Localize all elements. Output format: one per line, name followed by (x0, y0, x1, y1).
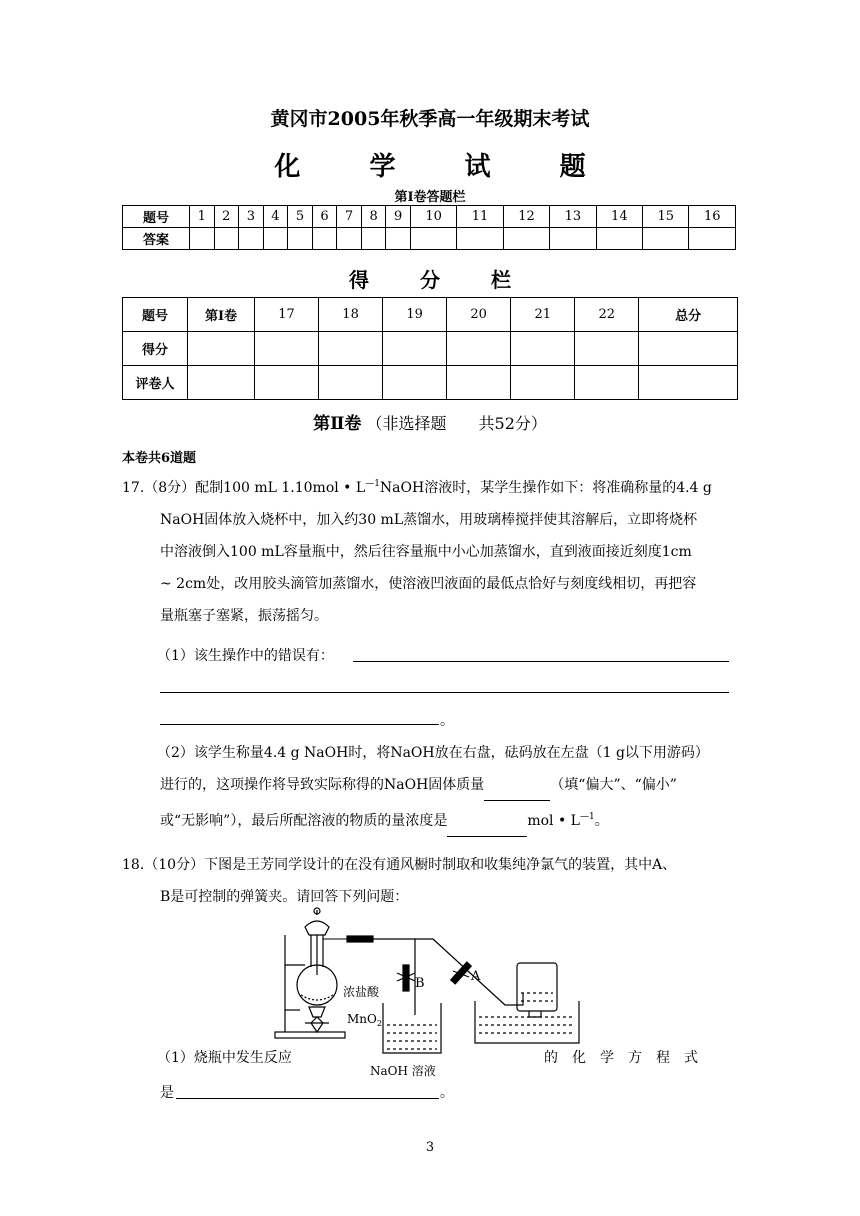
section-note: 本卷共6道题 (122, 451, 197, 466)
table-cell: 6 (312, 206, 337, 228)
separatory-funnel (305, 921, 329, 935)
score-cell[interactable] (511, 332, 575, 366)
table-cell: 8 (361, 206, 386, 228)
table-cell: 3 (239, 206, 264, 228)
table-cell: 1 (190, 206, 215, 228)
answer-cell[interactable] (503, 228, 549, 250)
q17-sub2 (157, 737, 747, 769)
q17-sub1-blank[interactable] (160, 692, 729, 693)
table-cell: 13 (550, 206, 596, 228)
table-cell: 总分 (639, 298, 738, 332)
answer-cell[interactable] (596, 228, 642, 250)
label-conc-hcl: 浓盐酸 (343, 985, 380, 999)
table-cell: 9 (386, 206, 411, 228)
answer-cell[interactable] (337, 228, 362, 250)
answer-cell[interactable] (643, 228, 689, 250)
table-cell: 12 (503, 206, 549, 228)
rubber-tube (347, 936, 373, 942)
score-cell[interactable] (319, 366, 383, 400)
q17-sub1-blank[interactable] (160, 724, 439, 725)
table-cell: 评卷人 (123, 366, 188, 400)
exam-title: 黄冈市2005年秋季高一年级期末考试 (270, 108, 590, 130)
section-2-heading (0, 409, 860, 434)
q17-text: 17.（8分）配制100 mL 1.10mol • L (122, 480, 366, 496)
answer-table-row2-label: 答案 (123, 228, 190, 250)
q18-stem (122, 849, 742, 913)
label-clamp-b: B (415, 976, 425, 991)
answer-table-answer-row (123, 228, 736, 250)
q17-text: 。 (594, 813, 609, 829)
q18-sub1-blank[interactable] (176, 1098, 439, 1099)
answer-cell[interactable] (263, 228, 288, 250)
table-cell: 21 (511, 298, 575, 332)
score-table-row (123, 366, 738, 400)
naoh-beaker (383, 1003, 441, 1053)
section-2-title: 第Ⅱ卷 (313, 414, 362, 434)
q18-sub1-end: 。 (440, 1085, 454, 1101)
score-cell[interactable] (255, 366, 319, 400)
score-cell[interactable] (447, 366, 511, 400)
table-cell: 11 (457, 206, 503, 228)
answer-cell[interactable] (410, 228, 456, 250)
q17-sub2-line (160, 769, 750, 801)
answer-cell[interactable] (361, 228, 386, 250)
score-table-header-row (123, 298, 738, 332)
table-cell: 18 (319, 298, 383, 332)
q17-line: NaOH固体放入烧杯中，加入约30 mL蒸馏水，用玻璃棒搅拌使其溶解后，立即将烧杯 (160, 512, 698, 528)
page-number: 3 (425, 1140, 435, 1155)
score-cell[interactable] (575, 366, 639, 400)
tube-to-collector (415, 939, 523, 1005)
label-clamp-a: A (471, 969, 481, 984)
q17-line (122, 468, 742, 504)
answer-cell[interactable] (457, 228, 503, 250)
q18-sub1-label-cont: 是 (160, 1085, 174, 1101)
answer-cell[interactable] (386, 228, 411, 250)
q17-line: 中溶液倒入100 mL容量瓶中，然后往容量瓶中小心加蒸馏水，直到液面接近刻度1cm (160, 544, 692, 560)
q17-text: （填“偏大”、“偏小” (550, 777, 677, 793)
table-cell: 2 (214, 206, 239, 228)
q17-sub2-line: （2）该学生称量4.4 g NaOH时，将NaOH放在右盘，砝码放在左盘（1 g以下用游码） (157, 745, 709, 761)
score-cell[interactable] (383, 332, 447, 366)
answer-cell[interactable] (239, 228, 264, 250)
q17-sub2-blank[interactable] (484, 780, 550, 801)
table-cell: 题号 (123, 298, 188, 332)
score-cell[interactable] (575, 332, 639, 366)
q17-text: 或“无影响”），最后所配溶液的物质的量浓度是 (160, 813, 448, 829)
section-2-subtitle: （非选择题 共52分） (366, 414, 547, 433)
table-cell: 15 (643, 206, 689, 228)
table-cell: 得分 (123, 332, 188, 366)
table-cell: 10 (410, 206, 456, 228)
answer-cell[interactable] (550, 228, 596, 250)
table-cell: 20 (447, 298, 511, 332)
score-table-caption: 得 分 栏 (349, 268, 533, 292)
table-cell: 19 (383, 298, 447, 332)
stand-base (275, 1032, 345, 1038)
q17-sub2-line (160, 801, 750, 837)
score-cell[interactable] (255, 332, 319, 366)
table-cell: 17 (255, 298, 319, 332)
answer-table-caption: 第Ⅰ卷答题栏 (394, 190, 466, 205)
water-trough (475, 1001, 579, 1043)
q18-sub1-label-right: 的 化 学 方 程 式 (544, 1050, 698, 1066)
q17-text: mol • L (527, 813, 580, 829)
q17-sub1-label: （1）该生操作中的错误有： (157, 648, 334, 664)
table-cell: 4 (263, 206, 288, 228)
alcohol-lamp (309, 1007, 325, 1017)
q17-sub1-end: 。 (440, 713, 454, 729)
q17-line: ~ 2cm处，改用胶头滴管加蒸馏水，使溶液凹液面的最低点恰好与刻度线相切，再把容 (160, 576, 697, 592)
table-cell: 14 (596, 206, 642, 228)
score-cell[interactable] (188, 332, 255, 366)
q17-sub2-blank[interactable] (447, 816, 527, 837)
q17-stem (122, 468, 742, 632)
table-cell: 16 (689, 206, 736, 228)
q17-sub1-blank[interactable] (353, 661, 729, 662)
score-cell[interactable] (188, 366, 255, 400)
answer-table (122, 205, 736, 250)
table-cell: 22 (575, 298, 639, 332)
subject-title: 化 学 试 题 (274, 152, 616, 182)
q17-text: 进行的，这项操作将导致实际称得的NaOH固体质量 (160, 777, 485, 793)
q18-line: B是可控制的弹簧夹。请回答下列问题： (160, 889, 409, 905)
answer-cell[interactable] (190, 228, 215, 250)
score-cell[interactable] (639, 366, 738, 400)
q17-sup: —1 (365, 479, 380, 489)
score-table (122, 297, 738, 400)
answer-cell[interactable] (288, 228, 313, 250)
q17-text: NaOH溶液时，某学生操作如下：将准确称量的4.4 g (379, 480, 712, 496)
label-mno2: MnO$_2$ (347, 1012, 382, 1028)
q18-sub1-label: （1）烧瓶中发生反应 (157, 1050, 292, 1066)
score-cell[interactable] (511, 366, 575, 400)
answer-cell[interactable] (214, 228, 239, 250)
answer-table-row1-label: 题号 (123, 206, 190, 228)
apparatus-figure (265, 905, 585, 1085)
answer-cell[interactable] (689, 228, 736, 250)
answer-table-number-row (123, 206, 736, 228)
answer-cell[interactable] (312, 228, 337, 250)
score-cell[interactable] (639, 332, 738, 366)
score-table-row (123, 332, 738, 366)
q17-sup: —1 (579, 812, 595, 822)
score-cell[interactable] (447, 332, 511, 366)
table-cell: 5 (288, 206, 313, 228)
q18-line: 18.（10分）下图是王芳同学设计的在没有通风橱时制取和收集纯净氯气的装置，其中A、 (122, 857, 677, 873)
table-cell: 7 (337, 206, 362, 228)
score-cell[interactable] (319, 332, 383, 366)
label-naoh-solution: NaOH 溶液 (370, 1064, 436, 1078)
q17-line: 量瓶塞子塞紧，振荡摇匀。 (160, 608, 328, 624)
score-cell[interactable] (383, 366, 447, 400)
table-cell: 第Ⅰ卷 (188, 298, 255, 332)
